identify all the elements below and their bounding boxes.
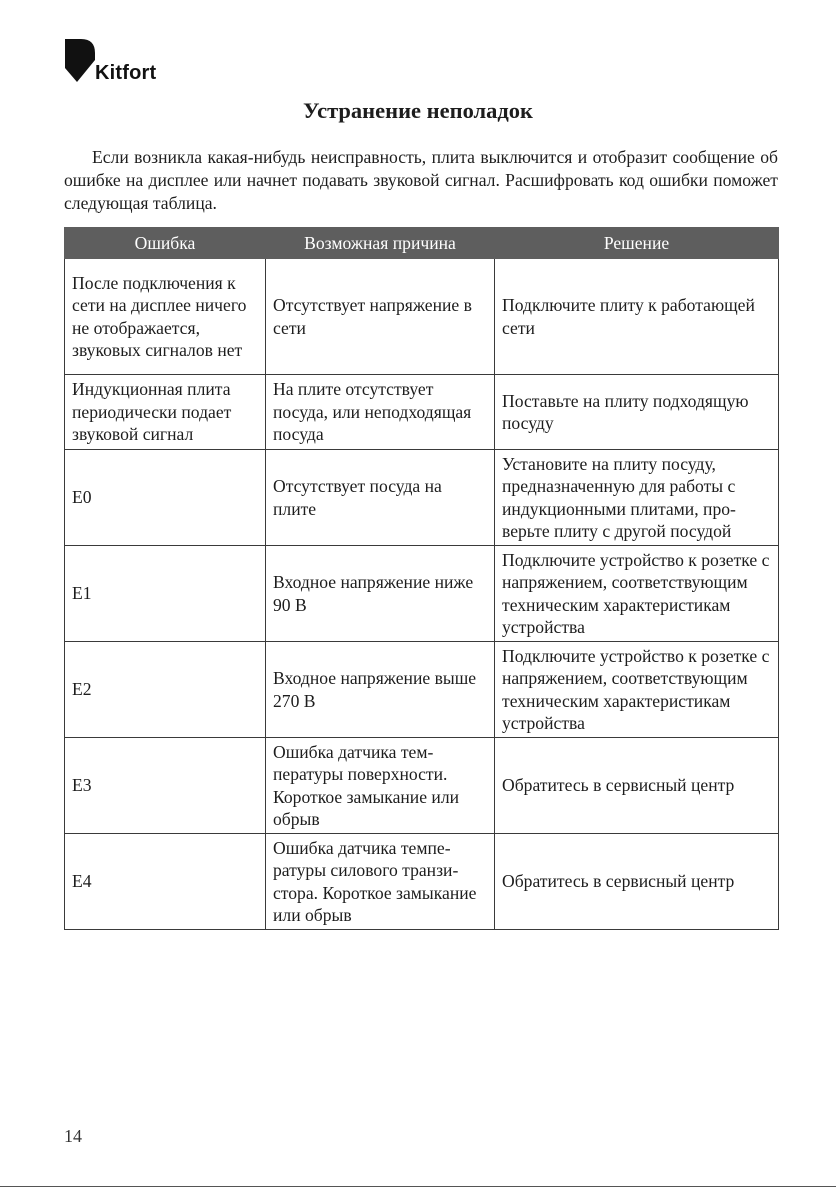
troubleshooting-table [64, 227, 779, 930]
error-cell: E3 [65, 738, 266, 834]
page-bottom-rule [0, 1186, 836, 1187]
page-number: 14 [64, 1126, 82, 1146]
brand-logo [64, 38, 164, 88]
table-row [65, 546, 779, 642]
cause-cell: На плите отсутствует посуда, или неподходящая посуда [266, 375, 495, 450]
intro-paragraph: Если возникла какая-нибудь неисправность, плита выключится и отобразит сообщение об ошибке на дисплее или начнет подавать звуковой сигнал. Расшифровать код ошибки поможет следующая таблица. [64, 147, 778, 213]
header-solution: Решение [495, 228, 779, 259]
solution-cell: Обратитесь в сервисный центр [495, 834, 779, 930]
error-cell: E4 [65, 834, 266, 930]
error-cell: После подключения к сети на дисплее ничего не отображается, звуковых сигналов нет [65, 259, 266, 375]
error-cell: Индукционная плита периодически подает звуковой сигнал [65, 375, 266, 450]
solution-cell: Обратитесь в сервисный центр [495, 738, 779, 834]
error-cell: E1 [65, 546, 266, 642]
solution-cell: Подключите плиту к работающей сети [495, 259, 779, 375]
brand-name: Kitfort [95, 62, 157, 84]
solution-cell: Подключите устройство к розетке с напряжением, соответствующим техническим характеристикам устройства [495, 642, 779, 738]
table-row [65, 642, 779, 738]
error-cell: E0 [65, 450, 266, 546]
solution-cell: Подключите устройство к розетке с напряжением, соответствующим техническим характеристикам устройства [495, 546, 779, 642]
cause-cell: Ошибка датчика температуры силового транзистора. Короткое замыкание или обрыв [266, 834, 495, 930]
table-row [65, 450, 779, 546]
table-header-row [65, 228, 779, 259]
table-row [65, 375, 779, 450]
error-cell: E2 [65, 642, 266, 738]
cause-cell: Отсутствует напряжение в сети [266, 259, 495, 375]
cause-cell: Входное напряжение выше 270 В [266, 642, 495, 738]
header-error: Ошибка [65, 228, 266, 259]
kitfort-logo-icon [64, 38, 96, 86]
header-cause: Возможная причина [266, 228, 495, 259]
table-row [65, 834, 779, 930]
solution-cell: Поставьте на плиту подходящую посуду [495, 375, 779, 450]
page-title: Устранение неполадок [303, 98, 533, 123]
cause-cell: Ошибка датчика температуры поверхности. Короткое замыкание или обрыв [266, 738, 495, 834]
table-row [65, 738, 779, 834]
cause-cell: Отсутствует посуда на плите [266, 450, 495, 546]
solution-cell: Установите на плиту посуду, предназначенную для работы с индукционными плитами, проверьте плиту с другой посудой [495, 450, 779, 546]
table-row [65, 259, 779, 375]
cause-cell: Входное напряжение ниже 90 В [266, 546, 495, 642]
